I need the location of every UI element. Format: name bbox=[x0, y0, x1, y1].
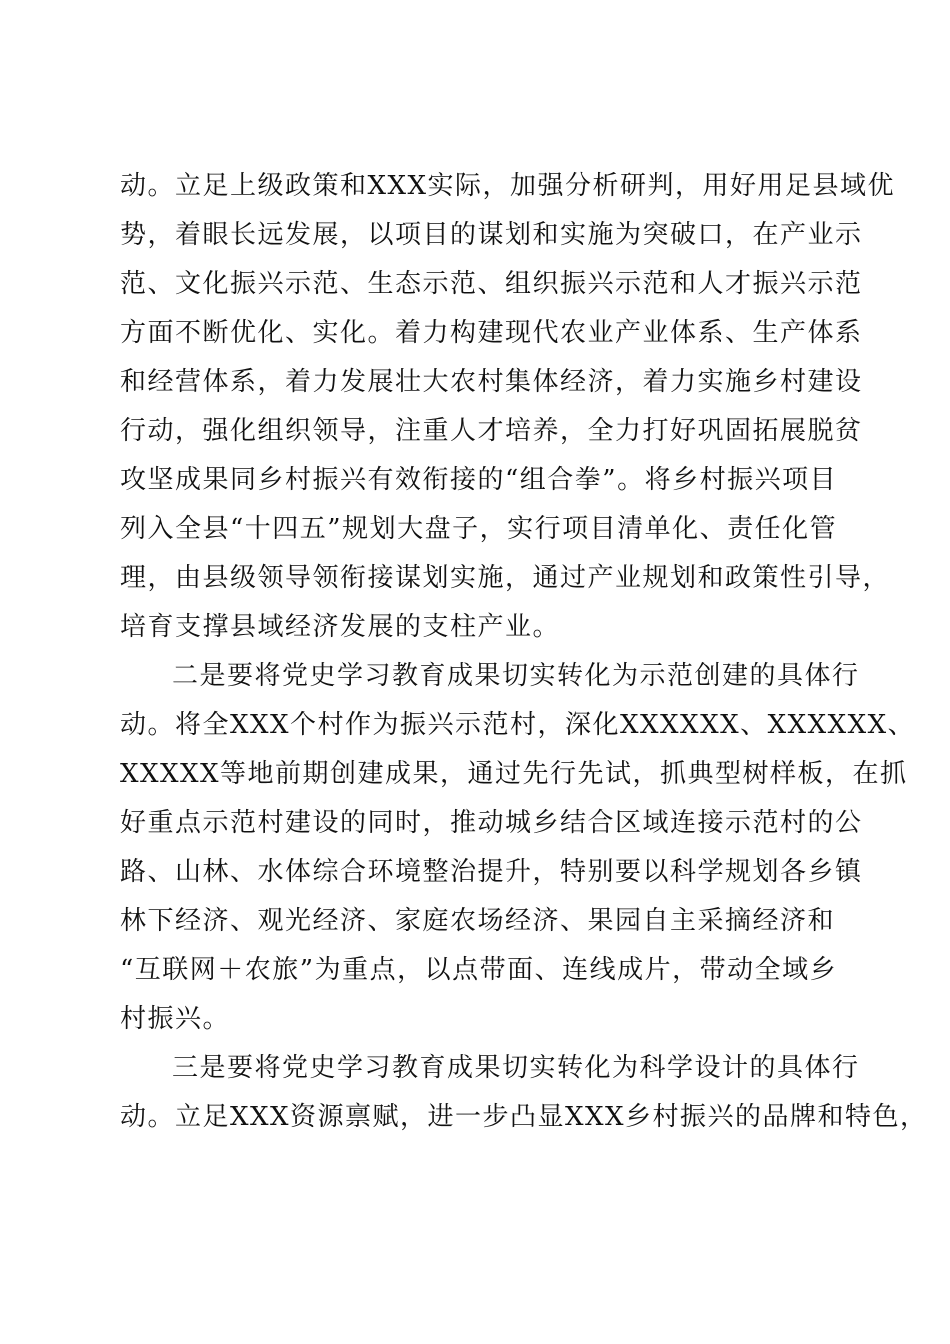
text-line: 村振兴。 bbox=[120, 1004, 231, 1034]
text-line: 林下经济、观光经济、家庭农场经济、果园自主采摘经济和 bbox=[120, 906, 836, 936]
text-line: 和经营体系，着力发展壮大农村集体经济，着力实施乡村建设 bbox=[120, 367, 863, 397]
text-line: 动。将全XXX个村作为振兴示范村，深化XXXXXX、XXXXXX、 bbox=[120, 710, 916, 740]
text-line: 列入全县“十四五”规划大盘子，实行项目清单化、责任化管 bbox=[120, 514, 838, 544]
text-line: 方面不断优化、实化。着力构建现代农业产业体系、生产体系 bbox=[120, 318, 863, 348]
text-line: 培育支撑县域经济发展的支柱产业。 bbox=[120, 612, 561, 642]
text-line: 理，由县级领导领衔接谋划实施，通过产业规划和政策性引导， bbox=[120, 563, 891, 593]
text-line: 三是要将党史学习教育成果切实转化为科学设计的具体行 bbox=[172, 1053, 860, 1083]
text-line: 攻坚成果同乡村振兴有效衔接的“组合拳”。将乡村振兴项目 bbox=[120, 465, 838, 495]
text-line: “互联网＋农旅”为重点，以点带面、连线成片，带动全域乡 bbox=[120, 955, 838, 985]
paragraph-2 bbox=[120, 652, 916, 1044]
text-line: 范、文化振兴示范、生态示范、组织振兴示范和人才振兴示范 bbox=[120, 269, 863, 299]
text-line: 路、山林、水体综合环境整治提升，特别要以科学规划各乡镇 bbox=[120, 857, 863, 887]
text-line: 动。立足XXX资源禀赋，进一步凸显XXX乡村振兴的品牌和特色， bbox=[120, 1102, 928, 1132]
text-line: 势，着眼长远发展，以项目的谋划和实施为突破口，在产业示 bbox=[120, 220, 863, 250]
paragraph-3 bbox=[120, 1044, 928, 1142]
paragraph-1 bbox=[120, 162, 896, 652]
document-body bbox=[120, 162, 928, 1142]
text-line: 好重点示范村建设的同时，推动城乡结合区域连接示范村的公 bbox=[120, 808, 863, 838]
text-line: 动。立足上级政策和XXX实际，加强分析研判，用好用足县域优 bbox=[120, 171, 896, 201]
text-line: XXXXX等地前期创建成果，通过先行先试，抓典型树样板，在抓 bbox=[120, 759, 908, 789]
text-line: 二是要将党史学习教育成果切实转化为示范创建的具体行 bbox=[172, 661, 860, 691]
text-line: 行动，强化组织领导，注重人才培养，全力打好巩固拓展脱贫 bbox=[120, 416, 863, 446]
